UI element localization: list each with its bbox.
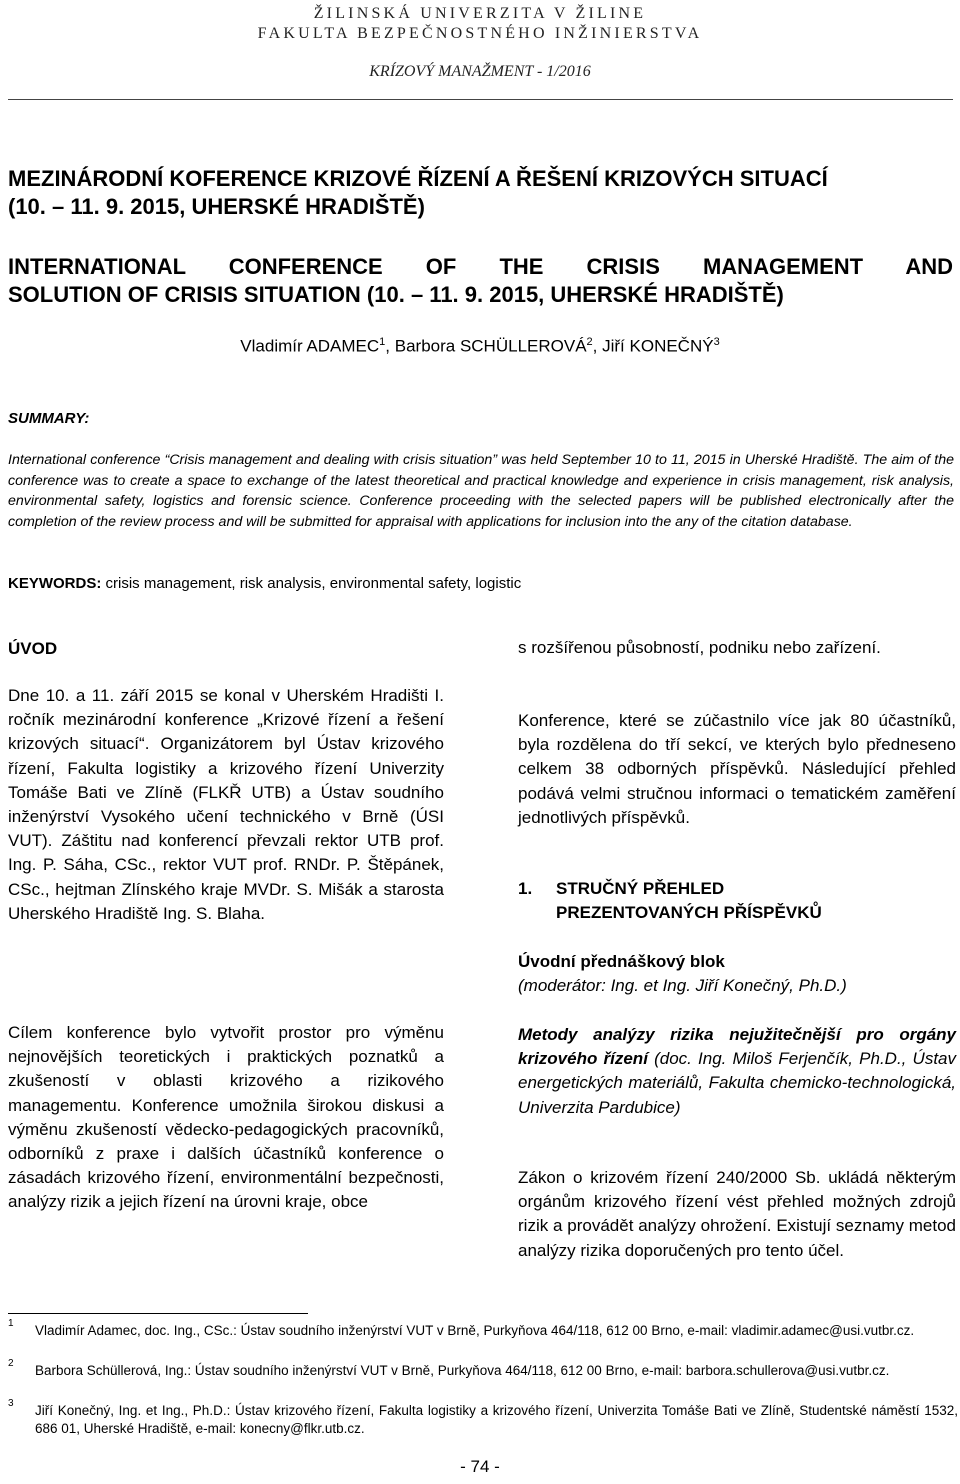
right-paragraph-1: s rozšířenou působností, podniku nebo zařízení. bbox=[518, 638, 881, 657]
section-title-line2: PREZENTOVANÝCH PŘÍSPĚVKŮ bbox=[556, 903, 822, 923]
page-number: - 74 - bbox=[460, 1457, 500, 1476]
keywords bbox=[8, 575, 521, 592]
lecture-block-title: Úvodní přednáškový blok bbox=[518, 952, 725, 971]
author-2-mark: 2 bbox=[586, 336, 593, 348]
footnote-divider bbox=[8, 1313, 308, 1314]
talk-title: Metody analýzy rizika nejužitečnější pro orgány krizového řízení bbox=[518, 1025, 956, 1069]
author-1: Vladimír ADAMEC bbox=[240, 336, 380, 356]
left-paragraph-2: Cílem konference bylo vytvořit prostor pro výměnu nejnovějších teoretických i praktických poznatků a zkušeností v oblasti krizového a rizikového managementu. Konference umožnila širokou diskusi a výměnu zkušeností vědecko-pedagogických pracovníků, odborníků z praxe i dalších účastníků konference o zásadách krizového řízení, environmentální bezpečnosti, analýzy rizik a jejich řízení na úrovni kraje, obce bbox=[8, 1023, 444, 1212]
footnote-3 bbox=[8, 1398, 958, 1438]
header-university: ŽILINSKÁ UNIVERZITA V ŽILINE bbox=[313, 5, 647, 22]
header-faculty: FAKULTA BEZPEČNOSTNÉHO INŽINIERSTVA bbox=[257, 25, 703, 42]
section-title-line1: STRUČNÝ PŘEHLED bbox=[556, 879, 725, 898]
title-en-line2: SOLUTION OF CRISIS SITUATION (10. – 11. 9. 2015, UHERSKÉ HRADIŠTĚ) bbox=[8, 282, 784, 307]
summary-text: International conference “Crisis management and dealing with crisis situation” was held September 10 to 11, 2015 in Uherské Hradiště. The aim of the conference was to create a space to exchange of the latest theoretical and practical knowledge and experience in crisis management, risk analysis, environmental safety, logistics and forensic science. Conference proceeding with the selected papers will be published electronically after the completion of the review process and will be submitted for appraisal with applications for inclusion into the any of the citation database. bbox=[8, 452, 954, 530]
keywords-text: crisis management, risk analysis, environmental safety, logistic bbox=[101, 575, 522, 592]
right-paragraph-2: Konference, které se zúčastnilo více jak 80 účastníků, byla rozdělena do tří sekcí, ve kterých bylo předneseno celkem 38 odborných příspěvků. Následující přehled podává velmi stručnou informaci o tematickém zaměření jednotlivých příspěvků. bbox=[518, 711, 956, 827]
title-cz-line1: MEZINÁRODNÍ KOFERENCE KRIZOVÉ ŘÍZENÍ A ŘEŠENÍ KRIZOVÝCH SITUACÍ bbox=[8, 166, 828, 191]
lecture-block bbox=[518, 950, 956, 998]
talk-entry bbox=[518, 1023, 956, 1120]
footnote-2-mark: 2 bbox=[8, 1358, 14, 1369]
footnote-1 bbox=[8, 1318, 958, 1340]
author-3: , Jiří KONEČNÝ bbox=[592, 336, 714, 356]
talk-author: (doc. Ing. Miloš Ferjenčík, Ph.D., Ústav energetických materiálů, Fakulta chemicko-technologická, Univerzita Pardubice) bbox=[518, 1049, 957, 1117]
header-journal: KRÍZOVÝ MANAŽMENT - 1/2016 bbox=[369, 63, 591, 80]
section-heading-1 bbox=[518, 877, 956, 925]
summary-heading: SUMMARY: bbox=[8, 410, 90, 427]
footnote-2 bbox=[8, 1358, 958, 1380]
author-2: , Barbora SCHÜLLEROVÁ bbox=[385, 336, 587, 356]
title-en-line1: INTERNATIONAL CONFERENCE OF THE CRISIS MANAGEMENT AND bbox=[8, 254, 953, 279]
section-heading-uvod: ÚVOD bbox=[8, 639, 58, 658]
footnote-3-mark: 3 bbox=[8, 1398, 14, 1409]
lecture-block-moderator: (moderátor: Ing. et Ing. Jiří Konečný, Ph.D.) bbox=[518, 976, 847, 996]
header-divider bbox=[8, 99, 953, 100]
left-paragraph-1: Dne 10. a 11. září 2015 se konal v Uherském Hradišti I. ročník mezinárodní konference „Krizové řízení a řešení krizových situací“. Organizátorem byl Ústav krizového řízení, Fakulta logistiky a krizového řízení Univerzity Tomáše Bati ve Zlíně (FLKŘ UTB) a Ústav soudního inženýrství Vysokého učení technického v Brně (ÚSI VUT). Záštitu nad konferencí převzali rektor UTB prof. Ing. P. Sáha, CSc., rektor VUT prof. RNDr. P. Štěpánek, CSc., hejtman Zlínského kraje MVDr. S. Mišák a starosta Uherského Hradiště Ing. S. Blaha. bbox=[8, 686, 444, 923]
authors bbox=[0, 336, 960, 357]
author-3-mark: 3 bbox=[713, 336, 720, 348]
footnote-1-text: Vladimír Adamec, doc. Ing., CSc.: Ústav soudního inženýrství VUT v Brně, Purkyňova 464/118, 612 00 Brno, e-mail: vladimir.adamec@usi.vutbr.cz. bbox=[35, 1323, 915, 1338]
footnote-2-text: Barbora Schüllerová, Ing.: Ústav soudního inženýrství VUT v Brně, Purkyňova 464/118, 612 00 Brno, e-mail: barbora.schullerova@usi.vutbr.cz. bbox=[35, 1363, 890, 1378]
footnote-1-mark: 1 bbox=[8, 1318, 14, 1329]
author-1-mark: 1 bbox=[379, 336, 386, 348]
footnote-3-text: Jiří Konečný, Ing. et Ing., Ph.D.: Ústav krizového řízení, Fakulta logistiky a krizového řízení, Univerzita Tomáše Bati ve Zlíně, Studentské náměstí 1532, 686 01, Uherské Hradiště, e-mail: konecny@flkr.utb.cz. bbox=[35, 1403, 958, 1436]
right-paragraph-3: Zákon o krizovém řízení 240/2000 Sb. ukládá některým orgánům krizového řízení vést přehled možných zdrojů rizik a provádět analýzy ohrožení. Existují seznamy metod analýzy rizika doporučených pro tento účel. bbox=[518, 1168, 956, 1260]
title-cz-line2: (10. – 11. 9. 2015, UHERSKÉ HRADIŠTĚ) bbox=[8, 194, 425, 219]
section-number: 1. bbox=[518, 879, 533, 898]
keywords-label: KEYWORDS: bbox=[8, 575, 102, 592]
